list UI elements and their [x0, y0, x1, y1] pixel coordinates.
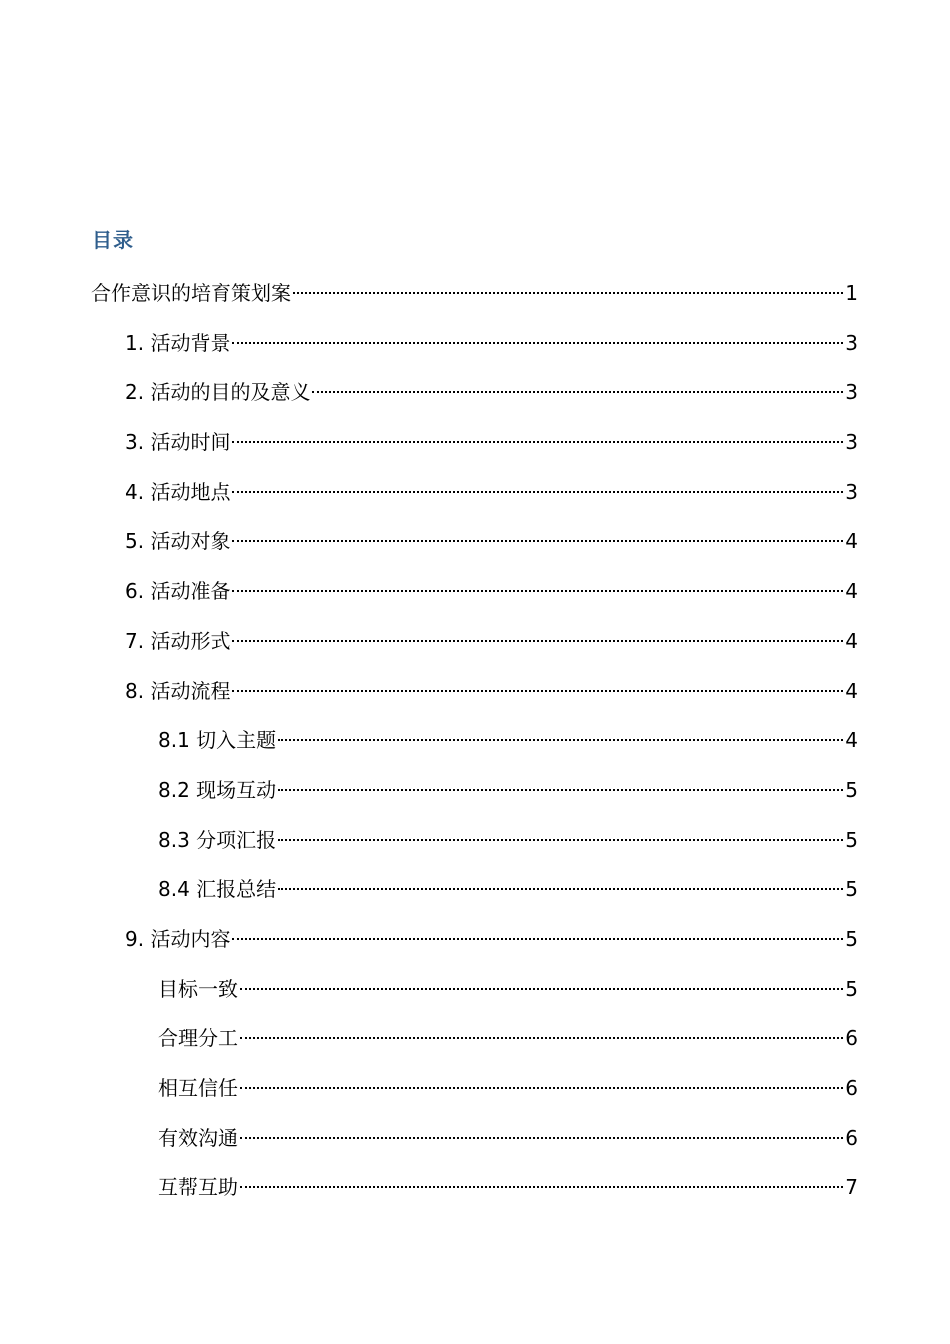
toc-entry-text: 3. 活动时间 — [125, 430, 231, 455]
toc-entry[interactable] — [0, 626, 950, 676]
toc-dot-leader — [278, 888, 843, 890]
toc-page-number: 4 — [845, 579, 858, 604]
toc-dot-leader — [232, 690, 843, 692]
toc-page-number: 5 — [845, 877, 858, 902]
toc-entry[interactable] — [0, 1073, 950, 1123]
toc-page-number: 4 — [845, 529, 858, 554]
toc-entry-text: 有效沟通 — [158, 1125, 238, 1150]
toc-entry[interactable] — [0, 278, 950, 328]
toc-entry[interactable] — [0, 1123, 950, 1173]
toc-entry-text: 5. 活动对象 — [125, 529, 231, 554]
toc-entry[interactable] — [0, 924, 950, 974]
toc-entry[interactable] — [0, 1172, 950, 1222]
toc-page-number: 4 — [845, 628, 858, 653]
toc-entry[interactable] — [0, 775, 950, 825]
toc-entry[interactable] — [0, 825, 950, 875]
toc-entry[interactable] — [0, 328, 950, 378]
toc-dot-leader — [232, 590, 843, 592]
toc-entry-text: 8.4 汇报总结 — [158, 877, 277, 902]
toc-page-number: 3 — [845, 430, 858, 455]
toc-entry-text: 7. 活动形式 — [125, 628, 231, 653]
toc-dot-leader — [232, 342, 843, 344]
toc-dot-leader — [232, 640, 843, 642]
toc-dot-leader — [232, 540, 843, 542]
toc-page-number: 3 — [845, 330, 858, 355]
toc-list — [0, 278, 950, 1222]
toc-dot-leader — [293, 292, 843, 294]
toc-dot-leader — [232, 491, 843, 493]
toc-dot-leader — [240, 988, 843, 990]
toc-dot-leader — [240, 1186, 843, 1188]
toc-dot-leader — [240, 1037, 843, 1039]
toc-dot-leader — [232, 441, 843, 443]
toc-entry[interactable] — [0, 1023, 950, 1073]
toc-page-number: 7 — [845, 1175, 858, 1200]
toc-entry-text: 8.1 切入主题 — [158, 728, 277, 753]
toc-page-number: 6 — [845, 1076, 858, 1100]
toc-dot-leader — [232, 938, 843, 940]
toc-entry-text: 4. 活动地点 — [125, 479, 231, 504]
toc-entry-text: 8.3 分项汇报 — [158, 827, 277, 852]
toc-entry-text: 合作意识的培育策划案 — [91, 281, 291, 305]
toc-page-number: 5 — [845, 777, 858, 802]
toc-entry[interactable] — [0, 676, 950, 726]
toc-entry[interactable] — [0, 974, 950, 1024]
toc-entry-text: 合理分工 — [158, 1026, 238, 1051]
toc-dot-leader — [312, 391, 843, 393]
toc-page-number: 6 — [845, 1026, 858, 1051]
toc-entry[interactable] — [0, 576, 950, 626]
toc-page-number: 3 — [845, 380, 858, 405]
toc-entry-text: 9. 活动内容 — [125, 926, 231, 951]
toc-page-number: 6 — [845, 1125, 858, 1150]
toc-dot-leader — [278, 839, 843, 841]
toc-entry-text: 8.2 现场互动 — [158, 777, 277, 802]
toc-page-number: 5 — [845, 926, 858, 951]
toc-entry[interactable] — [0, 725, 950, 775]
toc-page-number: 1 — [845, 281, 858, 305]
toc-heading: 目录 — [92, 228, 134, 252]
toc-entry[interactable] — [0, 526, 950, 576]
toc-entry-text: 1. 活动背景 — [125, 330, 231, 355]
toc-entry-text: 相互信任 — [158, 1076, 238, 1100]
toc-page-number: 5 — [845, 976, 858, 1001]
toc-dot-leader — [240, 1137, 843, 1139]
toc-page-number: 4 — [845, 678, 858, 703]
toc-dot-leader — [240, 1087, 843, 1089]
toc-page-number: 5 — [845, 827, 858, 852]
toc-entry[interactable] — [0, 377, 950, 427]
toc-dot-leader — [278, 739, 843, 741]
toc-entry[interactable] — [0, 477, 950, 527]
toc-entry-text: 2. 活动的目的及意义 — [125, 380, 311, 405]
toc-dot-leader — [278, 789, 843, 791]
toc-entry-text: 6. 活动准备 — [125, 579, 231, 604]
toc-entry-text: 互帮互助 — [158, 1175, 238, 1200]
toc-page-number: 4 — [845, 728, 858, 753]
toc-entry[interactable] — [0, 874, 950, 924]
toc-entry-text: 目标一致 — [158, 976, 238, 1001]
toc-entry[interactable] — [0, 427, 950, 477]
toc-entry-text: 8. 活动流程 — [125, 678, 231, 703]
toc-page-number: 3 — [845, 479, 858, 504]
